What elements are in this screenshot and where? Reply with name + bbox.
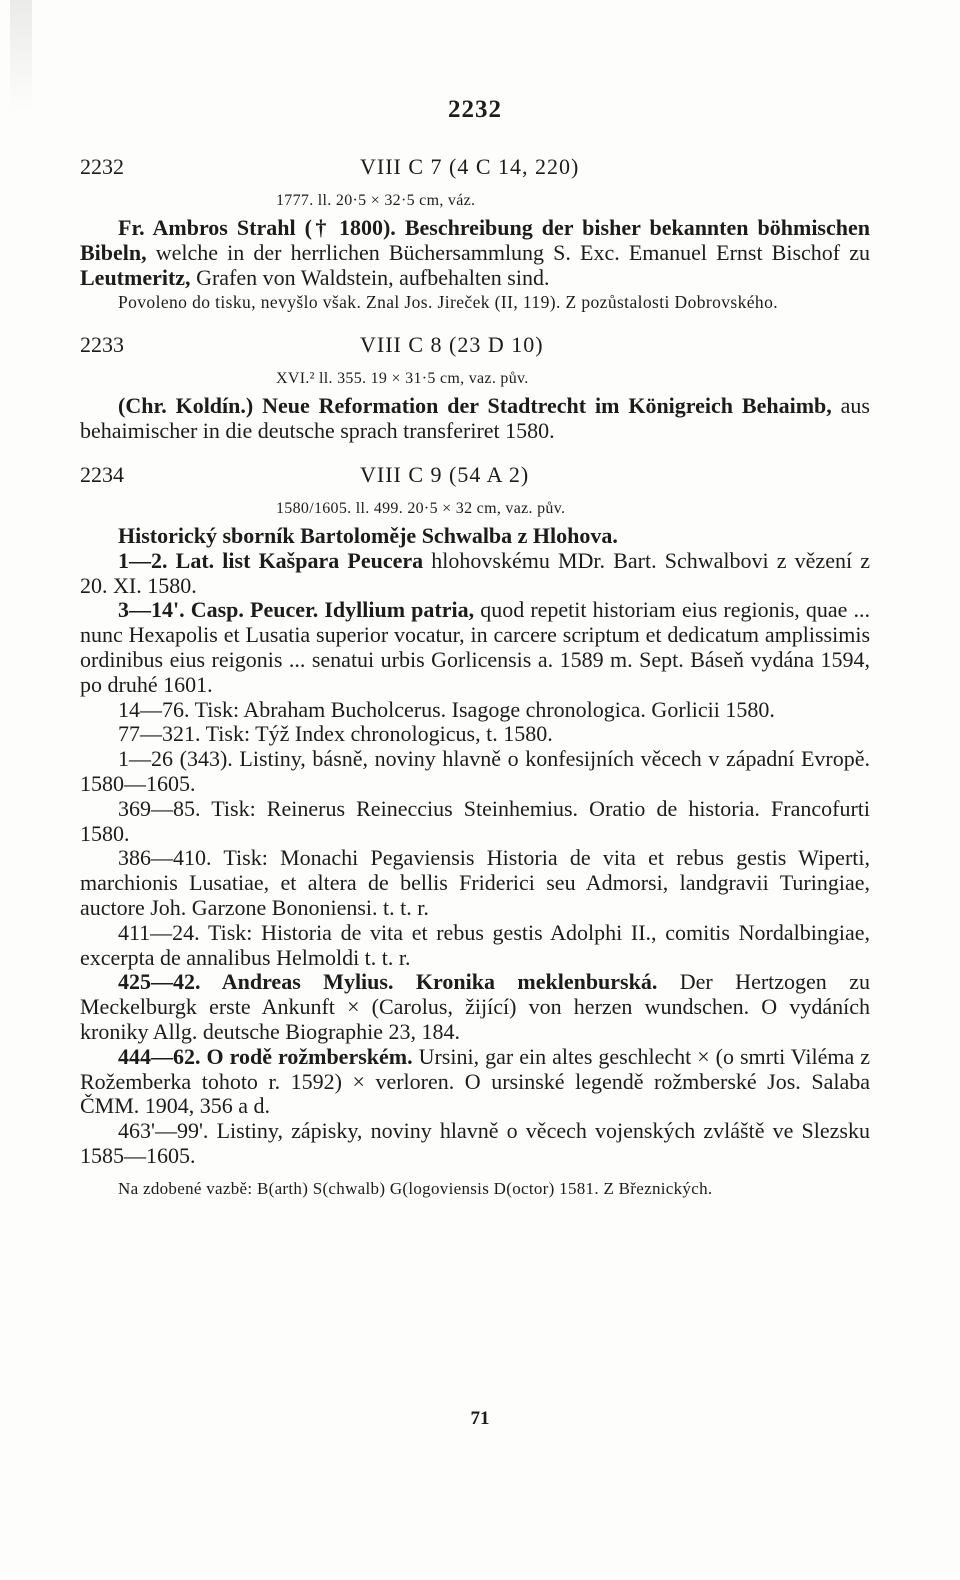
document-page (80, 96, 870, 1219)
content-item-text: 411—24. Tisk: Historia de vita et rebus gestis Adolphi II., comitis Nordalbingiae, excerpta de annalibus Helmoldi t. t. r. (80, 919, 870, 970)
content-item-text: Der Hertzogen zu Meckelburgk erste Ankunft × (Carolus, žijící) von herzen wundschen. O vydáních kroniky Allg. deutsche Biographie 23, 184. (80, 969, 870, 1044)
entry-header (80, 462, 870, 494)
entry-physical-description: 1580/1605. ll. 499. 20·5 × 32 cm, vaz. pův. (276, 499, 566, 517)
content-item-text: hlohovskému MDr. Bart. Schwalbovi z vězení z 20. XI. 1580. (80, 547, 870, 598)
entry-title (80, 216, 870, 290)
entry-number: 2234 (80, 461, 124, 487)
content-item-text: 14—76. Tisk: Abraham Bucholcerus. Isagoge chronologica. Gorlicii 1580. (118, 696, 775, 722)
content-item (80, 747, 870, 797)
content-item-text: quod repetit historiam eius regionis, quae ... nunc Hexapolis et Lusatia superior vocatur, in carcere scriptum et dedicatum amplissimis ordinibus eius reigonis ... senatui urbis Gorlicensis a. 1589 m. Sept. Báseň vydána 1594, po druhé 1601. (80, 597, 870, 697)
content-item-bold: 1—2. Lat. list Kašpara Peucera (118, 547, 424, 573)
page-number: 2232 (448, 96, 502, 123)
content-item (80, 846, 870, 920)
entry-signature: VIII C 9 (54 A 2) (360, 461, 530, 487)
content-item-bold: 3—14'. Casp. Peucer. Idyllium patria, (118, 597, 475, 623)
content-item (80, 797, 870, 847)
content-item (80, 970, 870, 1044)
content-item (80, 1045, 870, 1119)
content-item-text: Ursini, gar ein altes geschlecht × (o smrti Viléma z Rožemberka tohoto r. 1592) × verloren. O ursinské legendě rožmberské Jos. Salaba ČMM. 1904, 356 a d. (80, 1043, 870, 1119)
margin-smudge (10, 0, 32, 110)
entry-number: 2233 (80, 332, 124, 358)
entry-signature: VIII C 8 (23 D 10) (360, 332, 544, 358)
entry-title-bold: Fr. Ambros Strahl († 1800). Beschreibung der bisher bekannten böhmischen Bibeln, (80, 215, 870, 265)
entry-title-rest: aus behaimischer in die deutsche sprach transferiret 1580. (80, 393, 870, 444)
entry-note: Povoleno do tisku, nevyšlo však. Znal Jos. Jireček (II, 119). Z pozůstalosti Dobrovského. (118, 292, 779, 313)
catalog-entry (80, 462, 870, 1201)
content-item (80, 549, 870, 599)
catalog-entry (80, 332, 870, 444)
content-item-bold: 425—42. Andreas Mylius. Kronika meklenburská. (118, 969, 658, 995)
content-item-text: 369—85. Tisk: Reinerus Reineccius Steinhemius. Oratio de historia. Francofurti 1580. (80, 795, 870, 846)
content-item-text: 386—410. Tisk: Monachi Pegaviensis Historia de vita et rebus gestis Wiperti, marchionis Lusatiae, et altera de bellis Friderici seu Admorsi, landgravii Turingiae, auctore Joh. Garzone Bononiensi. t. t. r. (80, 845, 870, 920)
entry-header (80, 332, 870, 364)
binding-note: Na zdobené vazbě: B(arth) S(chwalb) G(logoviensis D(octor) 1581. Z Březnických. (118, 1178, 713, 1198)
content-item (80, 722, 870, 747)
entry-title (80, 394, 870, 444)
content-item (80, 1119, 870, 1169)
entry-signature: VIII C 7 (4 C 14, 220) (360, 154, 580, 179)
entry-title-rest2: Grafen von Waldstein, aufbehalten sind. (190, 264, 550, 290)
entry-number: 2232 (80, 154, 124, 179)
entry-title-bold: (Chr. Koldín.) Neue Reformation der Stadtrecht im Königreich Behaimb, (118, 393, 832, 419)
catalog-entry (80, 154, 870, 314)
entry-header (80, 154, 870, 186)
folio-number: 71 (470, 1408, 490, 1429)
content-item-text: 77—321. Tisk: Týž Index chronologicus, t. 1580. (118, 721, 553, 747)
entry-title-rest: welche in der herrlichen Büchersammlung S. Exc. Emanuel Ernst Bischof zu (146, 239, 870, 265)
entry-title: Historický sborník Bartoloměje Schwalba z Hlohova. (118, 522, 618, 548)
content-item (80, 921, 870, 971)
content-item-bold: 444—62. O rodě rožmberském. (118, 1043, 413, 1069)
content-item-text: 1—26 (343). Listiny, básně, noviny hlavně o konfesijních věcech v západní Evropě. 1580—1605. (80, 746, 870, 796)
content-item (80, 598, 870, 697)
entry-physical-description: 1777. ll. 20·5 × 32·5 cm, váz. (276, 192, 476, 209)
entry-physical-description: XVI.² ll. 355. 19 × 31·5 cm, vaz. pův. (276, 370, 529, 388)
entry-title-bold-place: Leutmeritz, (80, 264, 191, 290)
content-item-text: 463'—99'. Listiny, zápisky, noviny hlavně o věcech vojenských zvláště ve Slezsku 1585—1605. (80, 1118, 870, 1168)
content-item (80, 698, 870, 723)
